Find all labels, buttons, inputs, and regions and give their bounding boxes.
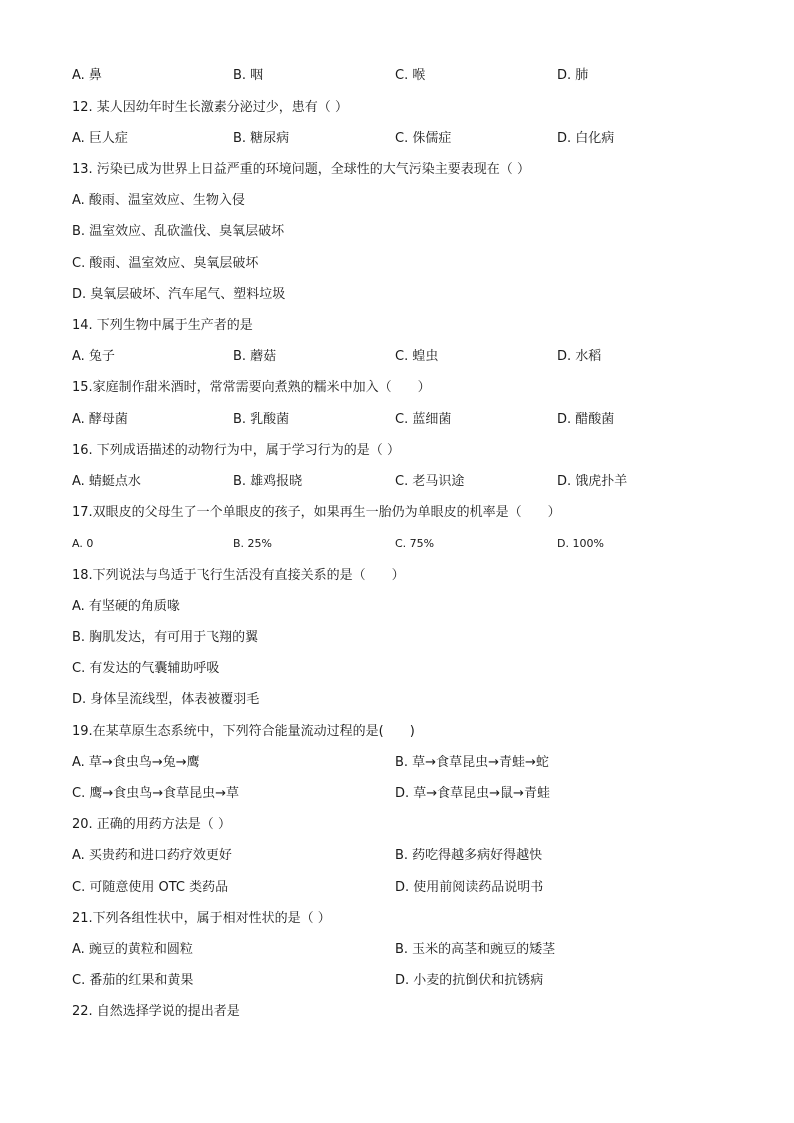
q12-question: 12. 某人因幼年时生长激素分泌过少，患有（ ） — [72, 100, 348, 115]
q11-options — [72, 65, 752, 87]
q20-option-b: B. 药吃得越多病好得越快 — [395, 848, 543, 863]
q20-options-row2 — [72, 877, 752, 899]
q17-options — [72, 533, 752, 555]
q16-option-d: D. 饿虎扑羊 — [557, 474, 628, 489]
q16-option-b: B. 雄鸡报晓 — [233, 474, 303, 489]
q17-option-a: A. 0 — [72, 537, 94, 550]
q21-options-row2 — [72, 970, 752, 992]
q14-option-b: B. 蘑菇 — [233, 349, 277, 364]
q16-option-c: C. 老马识途 — [395, 474, 465, 489]
q22-question: 22. 自然选择学说的提出者是 — [72, 1004, 240, 1019]
q20-option-c: C. 可随意使用 OTC 类药品 — [72, 880, 229, 895]
q18-option-d: D. 身体呈流线型，体表被覆羽毛 — [72, 692, 260, 707]
q18-option-c: C. 有发达的气囊辅助呼吸 — [72, 661, 220, 676]
q19-option-b: B. 草→食草昆虫→青蛙→蛇 — [395, 755, 549, 770]
q19-options-row2 — [72, 783, 752, 805]
q17-option-b: B. 25% — [233, 537, 272, 550]
q18-option-a: A. 有坚硬的角质喙 — [72, 599, 180, 614]
q15-option-c: C. 蓝细菌 — [395, 412, 452, 427]
q18-option-b: B. 胸肌发达，有可用于飞翔的翼 — [72, 630, 259, 645]
q14-option-a: A. 兔子 — [72, 349, 115, 364]
q20-question: 20. 正确的用药方法是（ ） — [72, 817, 231, 832]
q21-options-row1 — [72, 939, 752, 961]
q11-option-b: B. 咽 — [233, 68, 264, 83]
q16-option-a: A. 蜻蜓点水 — [72, 474, 141, 489]
q19-options-row1 — [72, 752, 752, 774]
q16-options — [72, 471, 752, 493]
q12-option-d: D. 白化病 — [557, 131, 615, 146]
q21-option-c: C. 番茄的红果和黄果 — [72, 973, 194, 988]
q15-options — [72, 409, 752, 431]
q19-option-c: C. 鹰→食虫鸟→食草昆虫→草 — [72, 786, 240, 801]
q21-option-d: D. 小麦的抗倒伏和抗锈病 — [395, 973, 544, 988]
q12-options — [72, 128, 752, 150]
q13-option-b: B. 温室效应、乱砍滥伐、臭氧层破坏 — [72, 224, 285, 239]
q11-option-a: A. 鼻 — [72, 68, 102, 83]
q12-option-b: B. 糖尿病 — [233, 131, 290, 146]
q13-question: 13. 污染已成为世界上日益严重的环境问题，全球性的大气污染主要表现在（ ） — [72, 162, 530, 177]
q12-option-c: C. 侏儒症 — [395, 131, 452, 146]
q14-options — [72, 346, 752, 368]
q17-question: 17.双眼皮的父母生了一个单眼皮的孩子，如果再生一胎仍为单眼皮的机率是（ ） — [72, 505, 561, 520]
q14-question: 14. 下列生物中属于生产者的是 — [72, 318, 253, 333]
q20-option-d: D. 使用前阅读药品说明书 — [395, 880, 544, 895]
q21-question: 21.下列各组性状中，属于相对性状的是（ ） — [72, 911, 331, 926]
q21-option-b: B. 玉米的高茎和豌豆的矮茎 — [395, 942, 556, 957]
q11-option-c: C. 喉 — [395, 68, 426, 83]
q20-option-a: A. 买贵药和进口药疗效更好 — [72, 848, 232, 863]
q13-option-a: A. 酸雨、温室效应、生物入侵 — [72, 193, 245, 208]
q11-option-d: D. 肺 — [557, 68, 589, 83]
q19-option-a: A. 草→食虫鸟→兔→鹰 — [72, 755, 200, 770]
q15-option-b: B. 乳酸菌 — [233, 412, 290, 427]
q15-option-d: D. 醋酸菌 — [557, 412, 615, 427]
q12-option-a: A. 巨人症 — [72, 131, 128, 146]
q16-question: 16. 下列成语描述的动物行为中，属于学习行为的是（ ） — [72, 443, 400, 458]
q13-option-c: C. 酸雨、温室效应、臭氧层破坏 — [72, 256, 259, 271]
q20-options-row1 — [72, 845, 752, 867]
q15-option-a: A. 酵母菌 — [72, 412, 128, 427]
q19-option-d: D. 草→食草昆虫→鼠→青蛙 — [395, 786, 550, 801]
q15-question: 15.家庭制作甜米酒时，常常需要向煮熟的糯米中加入（ ） — [72, 380, 431, 395]
q19-question: 19.在某草原生态系统中，下列符合能量流动过程的是( ) — [72, 724, 415, 739]
q17-option-d: D. 100% — [557, 537, 604, 550]
q13-option-d: D. 臭氧层破坏、汽车尾气、塑料垃圾 — [72, 287, 286, 302]
q18-question: 18.下列说法与鸟适于飞行生活没有直接关系的是（ ） — [72, 568, 405, 583]
q14-option-c: C. 蝗虫 — [395, 349, 439, 364]
q21-option-a: A. 豌豆的黄粒和圆粒 — [72, 942, 193, 957]
q14-option-d: D. 水稻 — [557, 349, 602, 364]
q17-option-c: C. 75% — [395, 537, 435, 550]
